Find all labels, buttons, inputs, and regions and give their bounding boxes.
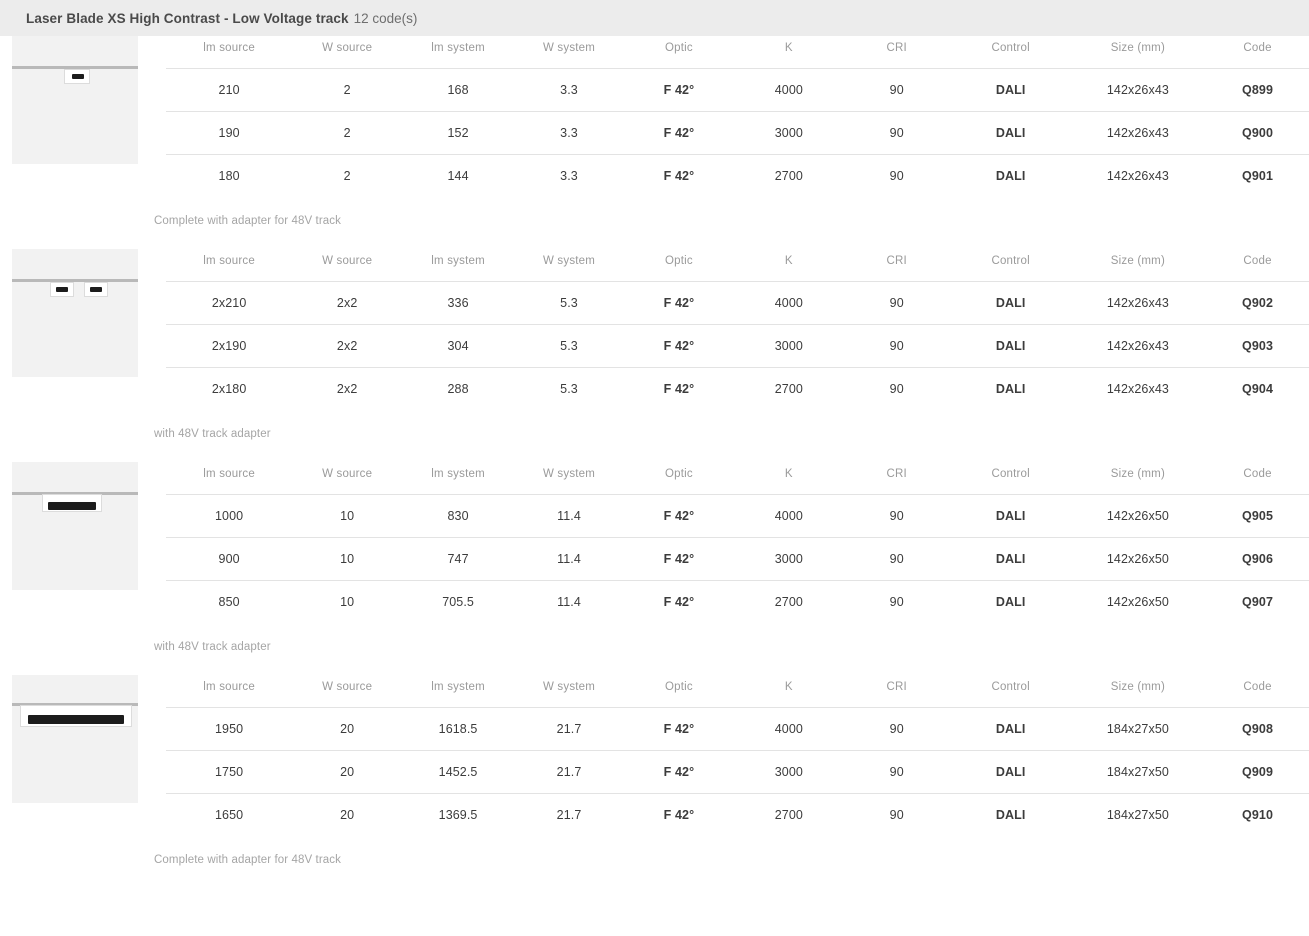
col-header-lm-source: lm source <box>203 42 255 54</box>
product-spec-table-column <box>152 675 1309 836</box>
col-header-w-source: W source <box>322 468 373 480</box>
col-header-w-system: W system <box>542 681 596 693</box>
cell-cri: 90 <box>844 112 950 155</box>
product-thumbnail-column <box>12 249 152 410</box>
cell-size: 184x27x50 <box>1072 708 1204 751</box>
product-thumbnail-column <box>12 462 152 623</box>
cell-k: 3000 <box>734 112 844 155</box>
col-header-control: Control <box>991 42 1030 54</box>
cell-w-source: 20 <box>292 708 402 751</box>
product-spec-table-column <box>152 462 1309 623</box>
cell-lm-system: 288 <box>402 368 514 411</box>
cell-w-source: 2x2 <box>292 282 402 325</box>
cell-lm-source: 900 <box>166 538 292 581</box>
cell-cri: 90 <box>844 708 950 751</box>
col-header-cri: CRI <box>886 468 907 480</box>
col-header-size: Size (mm) <box>1110 681 1165 693</box>
product-group <box>0 675 1309 836</box>
col-header-optic: Optic <box>665 255 693 267</box>
cell-optic: F 42° <box>624 155 734 198</box>
table-row[interactable] <box>166 325 1309 368</box>
table-row[interactable] <box>166 282 1309 325</box>
cell-optic: F 42° <box>624 495 734 538</box>
cell-k: 3000 <box>734 325 844 368</box>
cell-lm-system: 830 <box>402 495 514 538</box>
cell-control: DALI <box>950 282 1072 325</box>
product-group <box>0 249 1309 410</box>
cell-lm-system: 336 <box>402 282 514 325</box>
col-header-lm-source: lm source <box>203 255 255 267</box>
cell-control: DALI <box>950 155 1072 198</box>
cell-optic: F 42° <box>624 794 734 837</box>
col-header-lm-system: lm system <box>431 42 485 54</box>
table-row[interactable] <box>166 538 1309 581</box>
cell-w-system: 3.3 <box>514 112 624 155</box>
cell-w-system: 3.3 <box>514 155 624 198</box>
cell-code[interactable]: Q900 <box>1204 112 1309 155</box>
table-row[interactable] <box>166 708 1309 751</box>
cell-optic: F 42° <box>624 751 734 794</box>
cell-control: DALI <box>950 69 1072 112</box>
product-group <box>0 36 1309 197</box>
table-row[interactable] <box>166 155 1309 198</box>
col-header-k: K <box>784 255 793 267</box>
cell-w-source: 2 <box>292 69 402 112</box>
cell-lm-source: 180 <box>166 155 292 198</box>
cell-lm-source: 1950 <box>166 708 292 751</box>
table-row[interactable] <box>166 69 1309 112</box>
section-title: Laser Blade XS High Contrast - Low Voltage track <box>26 10 349 26</box>
cell-size: 142x26x43 <box>1072 112 1204 155</box>
col-header-optic: Optic <box>665 681 693 693</box>
cell-control: DALI <box>950 368 1072 411</box>
table-header-row <box>166 462 1309 495</box>
cell-code[interactable]: Q902 <box>1204 282 1309 325</box>
col-header-cri: CRI <box>886 255 907 267</box>
col-header-code: Code <box>1243 681 1272 693</box>
cell-code[interactable]: Q906 <box>1204 538 1309 581</box>
col-header-lm-system: lm system <box>431 468 485 480</box>
cell-size: 142x26x43 <box>1072 155 1204 198</box>
table-row[interactable] <box>166 495 1309 538</box>
cell-size: 184x27x50 <box>1072 751 1204 794</box>
cell-cri: 90 <box>844 368 950 411</box>
cell-k: 4000 <box>734 282 844 325</box>
spec-table <box>166 462 1309 623</box>
group-note: Complete with adapter for 48V track <box>154 215 341 227</box>
product-image-linear-small[interactable] <box>12 462 138 590</box>
cell-optic: F 42° <box>624 581 734 624</box>
cell-control: DALI <box>950 708 1072 751</box>
cell-code[interactable]: Q909 <box>1204 751 1309 794</box>
col-header-size: Size (mm) <box>1110 255 1165 267</box>
cell-size: 142x26x43 <box>1072 69 1204 112</box>
cell-w-source: 20 <box>292 794 402 837</box>
cell-code[interactable]: Q907 <box>1204 581 1309 624</box>
cell-w-source: 2 <box>292 112 402 155</box>
product-thumbnail-column <box>12 36 152 197</box>
cell-control: DALI <box>950 581 1072 624</box>
cell-lm-source: 210 <box>166 69 292 112</box>
cell-w-source: 2 <box>292 155 402 198</box>
cell-size: 142x26x50 <box>1072 495 1204 538</box>
cell-lm-system: 1452.5 <box>402 751 514 794</box>
cell-optic: F 42° <box>624 368 734 411</box>
cell-size: 142x26x50 <box>1072 581 1204 624</box>
col-header-lm-system: lm system <box>431 255 485 267</box>
cell-optic: F 42° <box>624 69 734 112</box>
col-header-k: K <box>784 468 793 480</box>
cell-size: 184x27x50 <box>1072 794 1204 837</box>
table-header-row <box>166 36 1309 69</box>
cell-lm-source: 850 <box>166 581 292 624</box>
cell-size: 142x26x43 <box>1072 282 1204 325</box>
cell-k: 2700 <box>734 155 844 198</box>
cell-w-source: 10 <box>292 538 402 581</box>
cell-cri: 90 <box>844 538 950 581</box>
product-spec-table-column <box>152 36 1309 197</box>
cell-w-system: 21.7 <box>514 708 624 751</box>
group-note: Complete with adapter for 48V track <box>154 854 341 866</box>
cell-lm-source: 190 <box>166 112 292 155</box>
cell-cri: 90 <box>844 69 950 112</box>
product-thumbnail-column <box>12 675 152 836</box>
cell-w-system: 11.4 <box>514 581 624 624</box>
cell-lm-source: 1000 <box>166 495 292 538</box>
cell-size: 142x26x43 <box>1072 368 1204 411</box>
cell-cri: 90 <box>844 794 950 837</box>
cell-k: 4000 <box>734 495 844 538</box>
cell-code[interactable]: Q903 <box>1204 325 1309 368</box>
cell-control: DALI <box>950 112 1072 155</box>
cell-lm-source: 1650 <box>166 794 292 837</box>
cell-lm-system: 304 <box>402 325 514 368</box>
col-header-cri: CRI <box>886 42 907 54</box>
cell-lm-system: 747 <box>402 538 514 581</box>
product-image-linear-large[interactable] <box>12 675 138 803</box>
cell-w-system: 5.3 <box>514 282 624 325</box>
cell-optic: F 42° <box>624 708 734 751</box>
cell-code[interactable]: Q899 <box>1204 69 1309 112</box>
cell-code[interactable]: Q901 <box>1204 155 1309 198</box>
cell-lm-system: 168 <box>402 69 514 112</box>
cell-lm-system: 1618.5 <box>402 708 514 751</box>
cell-k: 3000 <box>734 538 844 581</box>
col-header-cri: CRI <box>886 681 907 693</box>
cell-lm-source: 2x180 <box>166 368 292 411</box>
cell-code[interactable]: Q910 <box>1204 794 1309 837</box>
cell-lm-system: 1369.5 <box>402 794 514 837</box>
cell-w-system: 3.3 <box>514 69 624 112</box>
product-image-single-head[interactable] <box>12 36 138 164</box>
cell-w-system: 21.7 <box>514 751 624 794</box>
cell-control: DALI <box>950 325 1072 368</box>
cell-control: DALI <box>950 495 1072 538</box>
cell-cri: 90 <box>844 581 950 624</box>
col-header-w-system: W system <box>542 255 596 267</box>
product-group <box>0 462 1309 623</box>
cell-k: 3000 <box>734 751 844 794</box>
col-header-code: Code <box>1243 42 1272 54</box>
cell-control: DALI <box>950 751 1072 794</box>
spec-table <box>166 675 1309 836</box>
cell-size: 142x26x50 <box>1072 538 1204 581</box>
cell-w-source: 10 <box>292 495 402 538</box>
group-note: with 48V track adapter <box>154 641 271 653</box>
col-header-w-source: W source <box>322 255 373 267</box>
table-row[interactable] <box>166 581 1309 624</box>
col-header-w-system: W system <box>542 42 596 54</box>
col-header-k: K <box>784 681 793 693</box>
section-header-bar <box>0 0 1309 36</box>
cell-w-system: 11.4 <box>514 538 624 581</box>
cell-code[interactable]: Q908 <box>1204 708 1309 751</box>
group-note: with 48V track adapter <box>154 428 271 440</box>
col-header-size: Size (mm) <box>1110 468 1165 480</box>
col-header-w-system: W system <box>542 468 596 480</box>
col-header-code: Code <box>1243 255 1272 267</box>
col-header-control: Control <box>991 681 1030 693</box>
table-row[interactable] <box>166 112 1309 155</box>
col-header-control: Control <box>991 255 1030 267</box>
cell-w-source: 20 <box>292 751 402 794</box>
col-header-lm-source: lm source <box>203 681 255 693</box>
cell-k: 2700 <box>734 794 844 837</box>
cell-control: DALI <box>950 794 1072 837</box>
cell-control: DALI <box>950 538 1072 581</box>
cell-code[interactable]: Q905 <box>1204 495 1309 538</box>
col-header-k: K <box>784 42 793 54</box>
col-header-control: Control <box>991 468 1030 480</box>
cell-lm-system: 705.5 <box>402 581 514 624</box>
cell-k: 2700 <box>734 581 844 624</box>
table-header-row <box>166 675 1309 708</box>
cell-lm-source: 2x210 <box>166 282 292 325</box>
col-header-lm-system: lm system <box>431 681 485 693</box>
product-image-double-head[interactable] <box>12 249 138 377</box>
cell-lm-system: 152 <box>402 112 514 155</box>
cell-w-system: 5.3 <box>514 325 624 368</box>
col-header-w-source: W source <box>322 681 373 693</box>
section-code-count: 12 code(s) <box>353 10 418 26</box>
cell-cri: 90 <box>844 751 950 794</box>
cell-lm-source: 2x190 <box>166 325 292 368</box>
cell-w-source: 2x2 <box>292 368 402 411</box>
spec-table <box>166 36 1309 197</box>
col-header-size: Size (mm) <box>1110 42 1165 54</box>
cell-w-source: 10 <box>292 581 402 624</box>
cell-optic: F 42° <box>624 325 734 368</box>
cell-k: 2700 <box>734 368 844 411</box>
col-header-optic: Optic <box>665 42 693 54</box>
cell-optic: F 42° <box>624 112 734 155</box>
spec-table <box>166 249 1309 410</box>
cell-w-system: 5.3 <box>514 368 624 411</box>
col-header-lm-source: lm source <box>203 468 255 480</box>
cell-w-system: 21.7 <box>514 794 624 837</box>
cell-k: 4000 <box>734 69 844 112</box>
cell-cri: 90 <box>844 325 950 368</box>
table-row[interactable] <box>166 794 1309 837</box>
cell-lm-source: 1750 <box>166 751 292 794</box>
cell-cri: 90 <box>844 282 950 325</box>
cell-cri: 90 <box>844 495 950 538</box>
cell-optic: F 42° <box>624 282 734 325</box>
cell-k: 4000 <box>734 708 844 751</box>
product-spec-table-column <box>152 249 1309 410</box>
col-header-code: Code <box>1243 468 1272 480</box>
cell-cri: 90 <box>844 155 950 198</box>
table-row[interactable] <box>166 368 1309 411</box>
table-header-row <box>166 249 1309 282</box>
cell-lm-system: 144 <box>402 155 514 198</box>
cell-w-system: 11.4 <box>514 495 624 538</box>
cell-optic: F 42° <box>624 538 734 581</box>
cell-w-source: 2x2 <box>292 325 402 368</box>
cell-size: 142x26x43 <box>1072 325 1204 368</box>
col-header-optic: Optic <box>665 468 693 480</box>
table-row[interactable] <box>166 751 1309 794</box>
col-header-w-source: W source <box>322 42 373 54</box>
cell-code[interactable]: Q904 <box>1204 368 1309 411</box>
